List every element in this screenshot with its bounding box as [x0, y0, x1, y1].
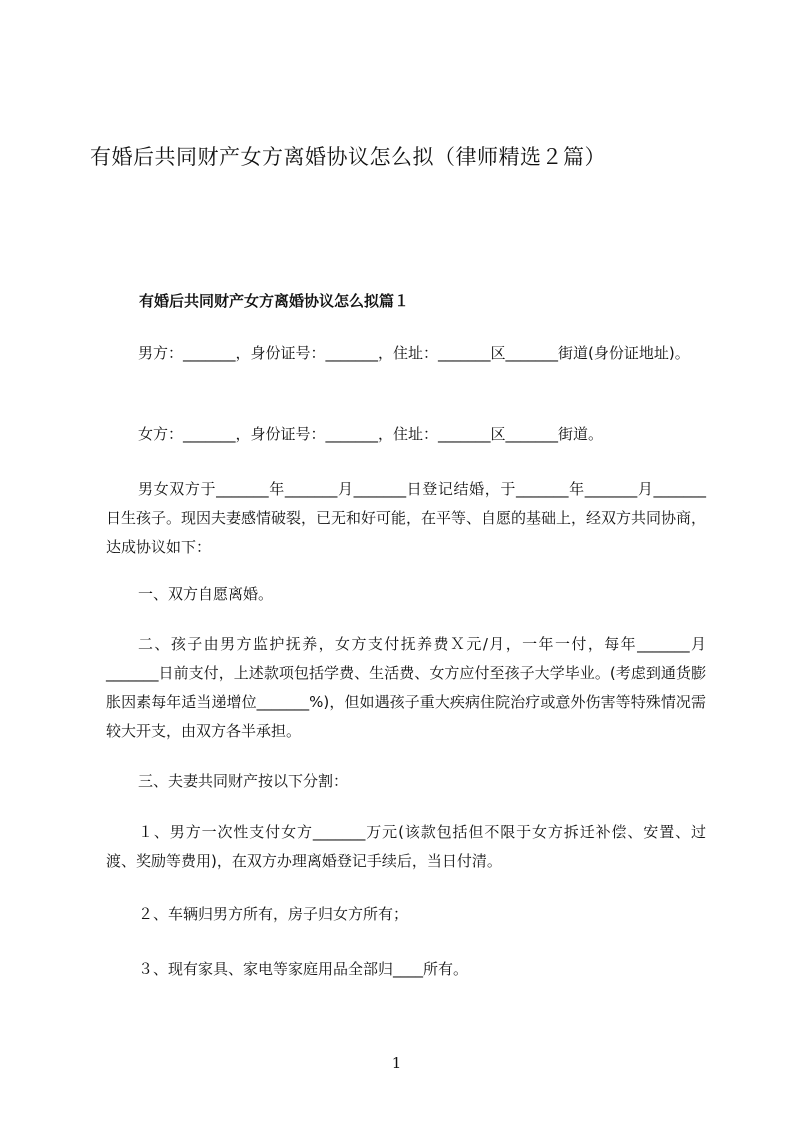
- document-title: 有婚后共同财产女方离婚协议怎么拟（律师精选２篇）: [90, 145, 606, 169]
- paragraph-clause-3: 三、夫妻共同财产按以下分割：: [138, 772, 349, 790]
- paragraph-clause-1: 一、双方自愿离婚。: [138, 585, 274, 603]
- paragraph-clause-3-item-2: ２、车辆归男方所有，房子归女方所有；: [138, 905, 409, 923]
- paragraph-female-party: 女方：_______，身份证号：_______，住址：_______区_______街道。: [138, 425, 604, 443]
- paragraph-male-party: 男方：_______，身份证号：_______，住址：_______区_______街道(身份证地址)。: [138, 344, 690, 362]
- section-heading: 有婚后共同财产女方离婚协议怎么拟篇１: [139, 292, 410, 310]
- paragraph-marriage-info: 男女双方于_______年_______月_______日登记结婚，于_______年_______月_______日生孩子。现因夫妻感情破裂，已无和好可能，在平等、自愿的基础上，经双方共同协商，达成协议如下：: [106, 480, 707, 556]
- page-number: 1: [391, 1054, 402, 1072]
- paragraph-clause-3-item-3: ３、现有家具、家电等家庭用品全部归____所有。: [138, 960, 469, 978]
- paragraph-clause-3-item-1: １、男方一次性支付女方_______万元(该款包括但不限于女方拆迁补偿、安置、过渡、奖励等费用)，在双方办理离婚登记手续后，当日付清。: [106, 823, 706, 870]
- paragraph-clause-2: 二、孩子由男方监护抚养，女方支付抚养费Ｘ元/月，一年一付，每年_______月_______日前支付，上述款项包括学费、生活费、女方应付至孩子大学毕业。(考虑到通货膨胀因素每年适当递增位_______%)，但如遇孩子重大疾病住院治疗或意外伤害等特殊情况需较大开支，由双方各半承担。: [106, 635, 706, 740]
